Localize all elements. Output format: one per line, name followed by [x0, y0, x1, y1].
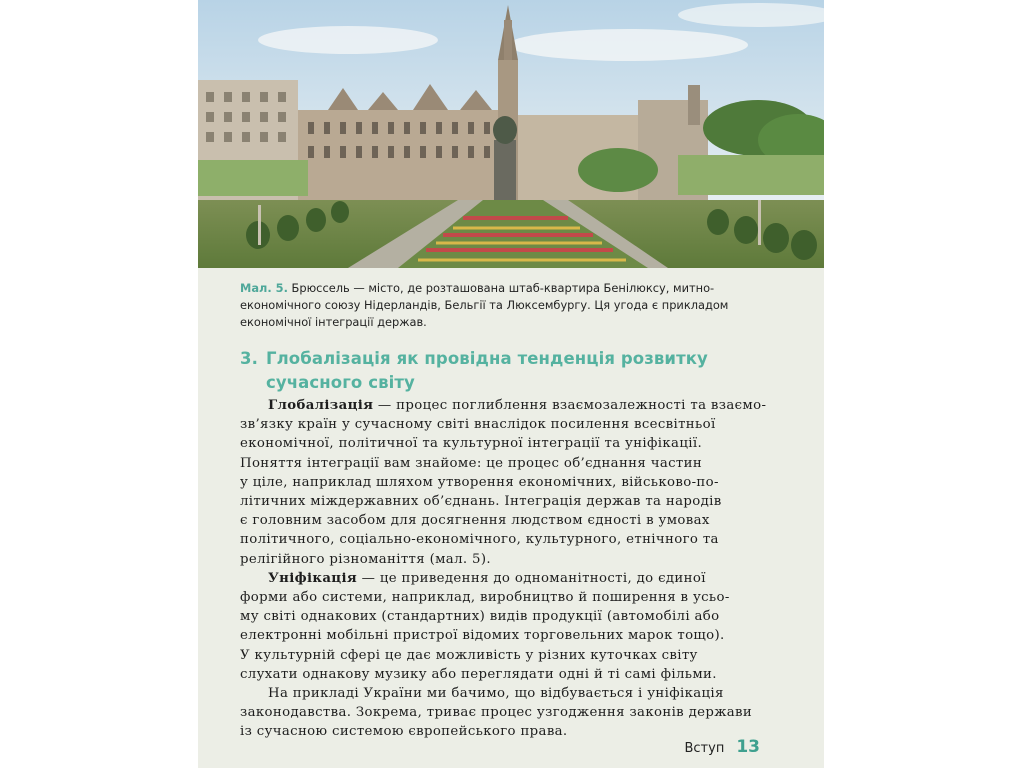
paragraph-line: Поняття інтеграції вам знайоме: це процес об’єднання частин: [240, 455, 703, 471]
term-globalization: Глобалізація: [268, 398, 374, 413]
paragraph-line: у ціле, наприклад шляхом утворення економічних, військово-по-: [240, 474, 719, 490]
caption-line: Брюссель — місто, де розташована штаб-квартира Бенілюксу, митно-: [291, 281, 715, 295]
caption-line: економічної інтеграції держав.: [240, 315, 427, 329]
brussels-photo: [198, 0, 824, 268]
paragraph-line: релігійного різноманіття (мал. 5).: [240, 551, 491, 567]
section-title-line1: Глобалізація як провідна тенденція розвитку: [266, 349, 708, 368]
paragraph-line: На прикладі України ми бачимо, що відбувається і уніфікація: [268, 686, 724, 702]
page-number: 13: [736, 737, 760, 757]
figure-label: Мал. 5.: [240, 281, 288, 295]
paragraph-line: літичних міждержавних об’єднань. Інтеграція держав та народів: [240, 494, 722, 510]
page-footer: [684, 737, 760, 757]
paragraph-line: законодавства. Зокрема, триває процес узгодження законів держави: [240, 705, 753, 721]
section-heading: [240, 347, 800, 395]
paragraph-line: економічної, політичної та культурної інтеграції та уніфікації.: [240, 436, 703, 452]
paragraph-line: Глобалізація — процес поглиблення взаємозалежності та взаємо-: [268, 398, 767, 413]
paragraph-line: слухати однакову музику або переглядати одні й ті самі фільми.: [240, 666, 717, 682]
paragraph-line: політичного, соціально-економічного, культурного, етнічного та: [240, 532, 719, 548]
paragraph-line: зв’язку країн у сучасному світі внаслідок посилення всесвітньої: [240, 417, 716, 433]
brussels-illustration: [198, 0, 824, 268]
footer-section-name: Вступ: [684, 741, 725, 756]
paragraph-line: Уніфікація — це приведення до одноманітності, до єдиної: [268, 570, 706, 586]
textbook-page: [198, 0, 824, 768]
paragraph-line: електронні мобільні пристрої відомих торговельних марок тощо).: [240, 628, 725, 644]
caption-line: економічного союзу Нідерландів, Бельгії та Люксембургу. Ця угода є прикладом: [240, 298, 729, 312]
paragraph-line: є головним засобом для досягнення людством єдності в умовах: [240, 513, 710, 529]
term-unification: Уніфікація: [268, 570, 358, 586]
body-text: [240, 396, 806, 742]
paragraph-line: із сучасною системою європейського права.: [240, 724, 568, 740]
section-title-line2: сучасного світу: [266, 373, 415, 392]
paragraph-line: У культурній сфері це дає можливість у різних куточках світу: [240, 647, 698, 663]
paragraph-line: форми або системи, наприклад, виробництво й поширення в усьо-: [240, 590, 730, 606]
figure-caption: [240, 280, 800, 331]
section-number: 3.: [240, 349, 258, 368]
paragraph-line: му світі однакових (стандартних) видів продукції (автомобілі або: [240, 609, 720, 625]
